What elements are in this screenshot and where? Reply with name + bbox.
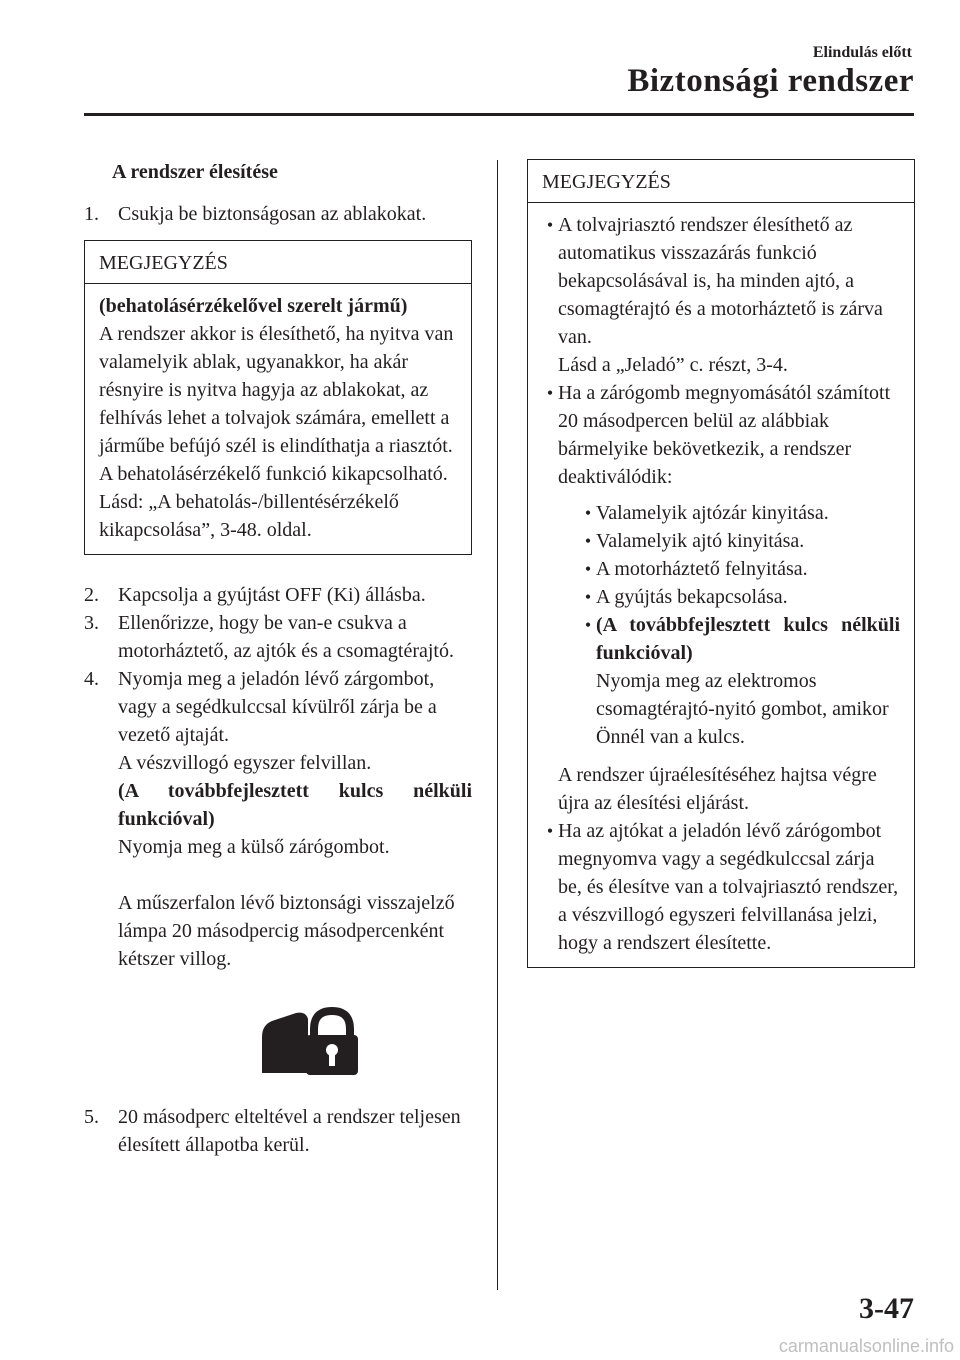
bullet-icon: • <box>584 531 592 551</box>
note-paragraph: A rendszer akkor is élesíthető, ha nyitva van valamelyik ablak, ugyanakkor, ha akár résnyire is nyitva hagyja az ablakokat, az felhívás lehet a tolvajok számára, emellett a járműbe befújó szél is elindíthatja a riasztót. <box>99 323 454 457</box>
bullet-icon: • <box>546 215 554 235</box>
note-bullet <box>542 211 900 379</box>
page-number: 3-47 <box>859 1292 914 1325</box>
bullet-icon: • <box>546 821 554 841</box>
header-rule <box>84 113 914 116</box>
sub-bullet-text: Valamelyik ajtó kinyitása. <box>596 530 805 552</box>
step-number: 2. <box>84 584 99 606</box>
step-3 <box>84 609 472 665</box>
chapter-title: Elindulás előtt <box>812 44 912 61</box>
column-divider <box>497 160 498 1290</box>
right-column <box>527 159 915 968</box>
step-1 <box>84 200 472 228</box>
left-column <box>84 158 472 1159</box>
step-4 <box>84 665 472 973</box>
sub-bullet-condition: (A továbbfejlesztett kulcs nélküli funkcióval) <box>596 614 900 664</box>
note-heading: MEGJEGYZÉS <box>85 241 471 284</box>
footer-watermark: carmanualsonline.info <box>778 1336 954 1356</box>
note-bullet <box>542 379 900 817</box>
page-title: Biztonsági rendszer <box>627 63 914 99</box>
step-text: Nyomja meg a jeladón lévő zárgombot, vagy a segédkulccsal kívülről zárja be a vezető ajtaját. <box>118 668 437 746</box>
step-2 <box>84 581 472 609</box>
note-bullet <box>542 817 900 957</box>
note-heading: MEGJEGYZÉS <box>528 160 914 203</box>
step-detail: Nyomja meg a külső zárógombot. <box>118 836 390 858</box>
step-detail: A vészvillogó egyszer felvillan. <box>118 752 372 774</box>
step-5 <box>84 1103 472 1159</box>
step-number: 3. <box>84 612 99 634</box>
sub-bullet <box>580 611 900 751</box>
section-title: A rendszer élesítése <box>112 161 278 183</box>
step-number: 5. <box>84 1106 99 1128</box>
note-condition: (behatolásérzékelővel szerelt jármű) <box>99 295 408 317</box>
bullet-icon: • <box>584 615 592 635</box>
step-text: Ellenőrizze, hogy be van-e csukva a motorháztető, az ajtók és a csomagtérajtó. <box>118 612 454 662</box>
bullet-text: A tolvajriasztó rendszer élesíthető az automatikus visszazárás funkció bekapcsolásával is, ha minden ajtó, a csomagtérajtó és a motorháztető is zárva van. <box>558 214 883 348</box>
step-text: 20 másodperc elteltével a rendszer teljesen élesített állapotba kerül. <box>118 1106 461 1156</box>
note-reference: Lásd: „A behatolás-/billentésérzékelő kikapcsolása”, 3-48. oldal. <box>99 491 399 541</box>
rearm-text: A rendszer újraélesítéséhez hajtsa végre újra az élesítési eljárást. <box>558 764 877 814</box>
sub-bullet-text: A motorháztető felnyitása. <box>596 558 808 580</box>
note-box-left <box>84 240 472 555</box>
sub-bullet <box>580 499 900 527</box>
step-condition: (A továbbfejlesztett kulcs nélküli funkcióval) <box>118 780 472 830</box>
bullet-text: Ha az ajtókat a jeladón lévő zárógombot megnyomva vagy a segédkulccsal zárja be, és élesítve van a tolvajriasztó rendszer, a vészvillogó egyszeri felvillanása jelzi, hogy a rendszert élesítette. <box>558 820 899 954</box>
note-paragraph: A behatolásérzékelő funkció kikapcsolható. <box>99 463 448 485</box>
note-body <box>85 284 471 554</box>
bullet-icon: • <box>584 559 592 579</box>
sub-bullet-text: A gyújtás bekapcsolása. <box>596 586 788 608</box>
sub-bullet <box>580 527 900 555</box>
sub-bullet-text: Nyomja meg az elektromos csomagtérajtó-nyitó gombot, amikor Önnél van a kulcs. <box>596 670 889 748</box>
note-body <box>528 203 914 967</box>
step-detail: A műszerfalon lévő biztonsági visszajelző lámpa 20 másodpercig másodpercenként kétszer villog. <box>118 892 455 970</box>
bullet-icon: • <box>584 503 592 523</box>
note-box-right <box>527 159 915 968</box>
sub-bullet-text: Valamelyik ajtózár kinyitása. <box>596 502 829 524</box>
sub-bullet <box>580 555 900 583</box>
indicator-illustration <box>84 1003 472 1077</box>
sub-bullet <box>580 583 900 611</box>
car-lock-icon <box>256 1003 360 1077</box>
step-text: Kapcsolja a gyújtást OFF (Ki) állásba. <box>118 584 426 606</box>
bullet-text: Ha a zárógomb megnyomásától számított 20 másodpercen belül az alábbiak bármelyike bekövetkezik, a rendszer deaktiválódik: <box>558 382 891 488</box>
step-number: 4. <box>84 668 99 690</box>
bullet-reference: Lásd a „Jeladó” c. részt, 3-4. <box>558 354 788 376</box>
step-text: Csukja be biztonságosan az ablakokat. <box>118 203 427 225</box>
bullet-icon: • <box>546 383 554 403</box>
step-number: 1. <box>84 203 99 225</box>
bullet-icon: • <box>584 587 592 607</box>
